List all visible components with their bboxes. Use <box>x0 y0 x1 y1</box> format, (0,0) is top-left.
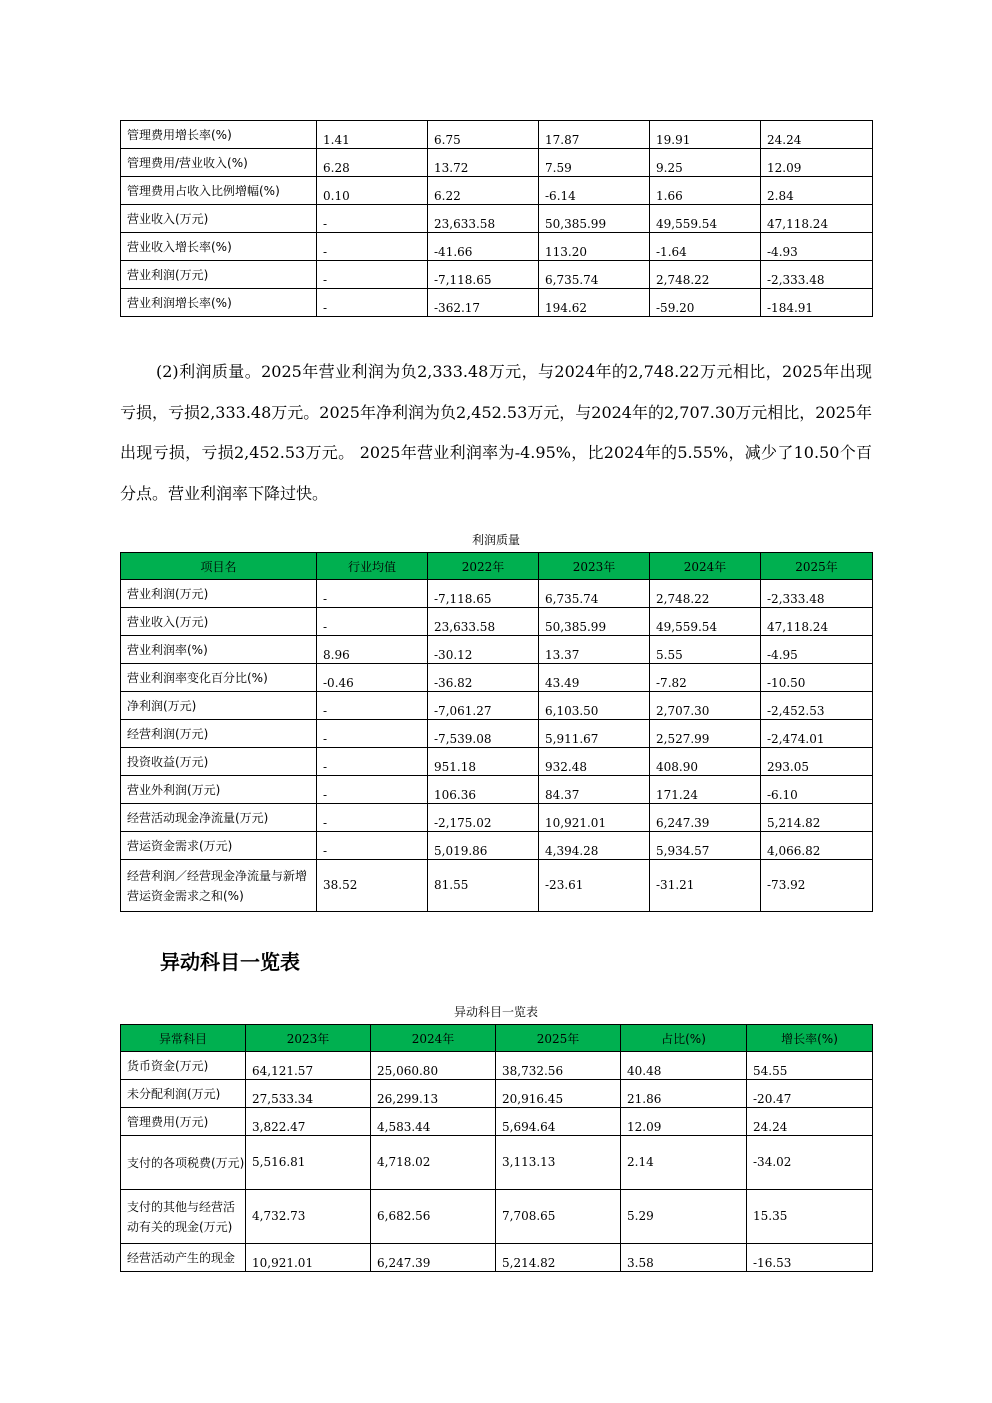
cell-value: -184.91 <box>761 289 873 317</box>
cell-value: 5,516.81 <box>246 1136 371 1190</box>
column-header: 行业均值 <box>317 553 428 580</box>
table-row <box>121 289 873 317</box>
paragraph-text: (2)利润质量。2025年营业利润为负2,333.48万元，与2024年的2,748.22万元相比，2025年出现亏损，亏损2,333.48万元。2025年净利润为负2,452.53万元，与2024年的2,707.30万元相比，2025年出现亏损，亏损2,452.53万元。 2025年营业利润率为-4.95%，比2024年的5.55%，减少了10.50个百分点。营业利润率下降过快。 <box>120 362 872 503</box>
cell-value: 2,527.99 <box>650 720 761 748</box>
row-label: 投资收益(万元) <box>121 748 317 776</box>
cell-value: 171.24 <box>650 776 761 804</box>
cell-value: -10.50 <box>761 664 873 692</box>
cell-value: 6,735.74 <box>539 580 650 608</box>
cell-value: -2,333.48 <box>761 261 873 289</box>
row-label: 经营利润(万元) <box>121 720 317 748</box>
cell-value: -31.21 <box>650 860 761 912</box>
cell-value: 2,707.30 <box>650 692 761 720</box>
column-header: 增长率(%) <box>747 1025 873 1052</box>
table-row <box>121 1080 873 1108</box>
cell-value: 20,916.45 <box>496 1080 621 1108</box>
column-header: 2023年 <box>539 553 650 580</box>
table-row <box>121 832 873 860</box>
table-row <box>121 149 873 177</box>
cell-value: 84.37 <box>539 776 650 804</box>
table-row <box>121 748 873 776</box>
cell-value: 43.49 <box>539 664 650 692</box>
cell-value: - <box>317 261 428 289</box>
cell-value: 106.36 <box>428 776 539 804</box>
cell-value: -7.82 <box>650 664 761 692</box>
cell-value: -4.93 <box>761 233 873 261</box>
abnormal-items-body <box>121 1052 873 1272</box>
cell-value: 4,583.44 <box>371 1108 496 1136</box>
cell-value: 50,385.99 <box>539 205 650 233</box>
column-header: 2024年 <box>650 553 761 580</box>
cell-value: -59.20 <box>650 289 761 317</box>
cell-value: 10,921.01 <box>539 804 650 832</box>
expense-table <box>120 120 873 317</box>
row-label: 支付的其他与经营活动有关的现金(万元) <box>121 1190 246 1244</box>
cell-value: 2,748.22 <box>650 261 761 289</box>
cell-value: 6,103.50 <box>539 692 650 720</box>
cell-value: 27,533.34 <box>246 1080 371 1108</box>
profit-quality-table <box>120 552 873 912</box>
abnormal-items-table <box>120 1024 873 1272</box>
cell-value: - <box>317 608 428 636</box>
table-row <box>121 205 873 233</box>
cell-value: 1.66 <box>650 177 761 205</box>
cell-value: 3,113.13 <box>496 1136 621 1190</box>
cell-value: 2,748.22 <box>650 580 761 608</box>
table-row <box>121 121 873 149</box>
row-label: 经营利润／经营现金净流量与新增营运资金需求之和(%) <box>121 860 317 912</box>
cell-value: 5,214.82 <box>496 1244 621 1272</box>
table-row <box>121 1190 873 1244</box>
cell-value: -41.66 <box>428 233 539 261</box>
cell-value: 24.24 <box>747 1108 873 1136</box>
section-heading: 异动科目一览表 <box>160 950 300 974</box>
cell-value: -362.17 <box>428 289 539 317</box>
column-header: 2025年 <box>496 1025 621 1052</box>
cell-value: 12.09 <box>621 1108 747 1136</box>
cell-value: -73.92 <box>761 860 873 912</box>
cell-value: 6.22 <box>428 177 539 205</box>
cell-value: -2,474.01 <box>761 720 873 748</box>
row-label: 经营活动产生的现金 <box>121 1244 246 1272</box>
cell-value: - <box>317 580 428 608</box>
cell-value: -16.53 <box>747 1244 873 1272</box>
cell-value: 13.37 <box>539 636 650 664</box>
table-row <box>121 636 873 664</box>
table-row <box>121 1052 873 1080</box>
cell-value: 81.55 <box>428 860 539 912</box>
cell-value: 17.87 <box>539 121 650 149</box>
cell-value: -0.46 <box>317 664 428 692</box>
cell-value: -2,452.53 <box>761 692 873 720</box>
row-label: 营运资金需求(万元) <box>121 832 317 860</box>
cell-value: 40.48 <box>621 1052 747 1080</box>
cell-value: 19.91 <box>650 121 761 149</box>
cell-value: 6,247.39 <box>650 804 761 832</box>
row-label: 营业利润(万元) <box>121 580 317 608</box>
cell-value: 3.58 <box>621 1244 747 1272</box>
table-row <box>121 776 873 804</box>
cell-value: 4,732.73 <box>246 1190 371 1244</box>
cell-value: -4.95 <box>761 636 873 664</box>
cell-value: 6,247.39 <box>371 1244 496 1272</box>
cell-value: -7,061.27 <box>428 692 539 720</box>
table-row <box>121 177 873 205</box>
cell-value: 24.24 <box>761 121 873 149</box>
cell-value: 50,385.99 <box>539 608 650 636</box>
row-label: 管理费用增长率(%) <box>121 121 317 149</box>
row-label: 货币资金(万元) <box>121 1052 246 1080</box>
cell-value: - <box>317 776 428 804</box>
row-label: 营业收入增长率(%) <box>121 233 317 261</box>
cell-value: 23,633.58 <box>428 608 539 636</box>
cell-value: 64,121.57 <box>246 1052 371 1080</box>
table-row <box>121 608 873 636</box>
cell-value: - <box>317 233 428 261</box>
table-row <box>121 1136 873 1190</box>
cell-value: 8.96 <box>317 636 428 664</box>
column-header: 2023年 <box>246 1025 371 1052</box>
row-label: 营业利润率变化百分比(%) <box>121 664 317 692</box>
cell-value: 13.72 <box>428 149 539 177</box>
row-label: 营业收入(万元) <box>121 608 317 636</box>
cell-value: 47,118.24 <box>761 608 873 636</box>
table-row <box>121 860 873 912</box>
cell-value: 47,118.24 <box>761 205 873 233</box>
cell-value: 6,735.74 <box>539 261 650 289</box>
cell-value: 4,066.82 <box>761 832 873 860</box>
cell-value: -20.47 <box>747 1080 873 1108</box>
table-row <box>121 804 873 832</box>
cell-value: 6.28 <box>317 149 428 177</box>
cell-value: - <box>317 289 428 317</box>
cell-value: 49,559.54 <box>650 205 761 233</box>
cell-value: 293.05 <box>761 748 873 776</box>
row-label: 管理费用占收入比例增幅(%) <box>121 177 317 205</box>
cell-value: 4,718.02 <box>371 1136 496 1190</box>
cell-value: 21.86 <box>621 1080 747 1108</box>
cell-value: - <box>317 205 428 233</box>
row-label: 经营活动现金净流量(万元) <box>121 804 317 832</box>
table-row <box>121 580 873 608</box>
cell-value: 26,299.13 <box>371 1080 496 1108</box>
table-row <box>121 261 873 289</box>
row-label: 未分配利润(万元) <box>121 1080 246 1108</box>
cell-value: 5.55 <box>650 636 761 664</box>
cell-value: 1.41 <box>317 121 428 149</box>
profit-quality-caption: 利润质量 <box>471 533 520 547</box>
table-row <box>121 233 873 261</box>
column-header: 项目名 <box>121 553 317 580</box>
column-header: 异常科目 <box>121 1025 246 1052</box>
cell-value: 5,694.64 <box>496 1108 621 1136</box>
column-header: 占比(%) <box>621 1025 747 1052</box>
cell-value: 113.20 <box>539 233 650 261</box>
row-label: 管理费用/营业收入(%) <box>121 149 317 177</box>
cell-value: 2.84 <box>761 177 873 205</box>
cell-value: -1.64 <box>650 233 761 261</box>
column-header: 2022年 <box>428 553 539 580</box>
cell-value: -7,539.08 <box>428 720 539 748</box>
cell-value: 25,060.80 <box>371 1052 496 1080</box>
cell-value: 5,214.82 <box>761 804 873 832</box>
column-header: 2025年 <box>761 553 873 580</box>
cell-value: 4,394.28 <box>539 832 650 860</box>
row-label: 净利润(万元) <box>121 692 317 720</box>
table-row <box>121 720 873 748</box>
cell-value: 7,708.65 <box>496 1190 621 1244</box>
cell-value: 951.18 <box>428 748 539 776</box>
cell-value: - <box>317 748 428 776</box>
cell-value: 6.75 <box>428 121 539 149</box>
cell-value: -36.82 <box>428 664 539 692</box>
cell-value: 5.29 <box>621 1190 747 1244</box>
cell-value: - <box>317 804 428 832</box>
cell-value: 23,633.58 <box>428 205 539 233</box>
cell-value: - <box>317 720 428 748</box>
cell-value: -2,333.48 <box>761 580 873 608</box>
table-row <box>121 1108 873 1136</box>
row-label: 营业利润(万元) <box>121 261 317 289</box>
table-row <box>121 664 873 692</box>
cell-value: -7,118.65 <box>428 580 539 608</box>
cell-value: 15.35 <box>747 1190 873 1244</box>
row-label: 管理费用(万元) <box>121 1108 246 1136</box>
cell-value: - <box>317 832 428 860</box>
expense-table-body <box>121 121 873 317</box>
cell-value: 5,911.67 <box>539 720 650 748</box>
cell-value: 9.25 <box>650 149 761 177</box>
cell-value: -23.61 <box>539 860 650 912</box>
table-row <box>121 1244 873 1272</box>
row-label: 支付的各项税费(万元) <box>121 1136 246 1190</box>
abnormal-items-caption: 异动科目一览表 <box>453 1005 538 1019</box>
abnormal-items-header-row <box>121 1025 873 1052</box>
row-label: 营业外利润(万元) <box>121 776 317 804</box>
cell-value: -2,175.02 <box>428 804 539 832</box>
profit-quality-header-row <box>121 553 873 580</box>
cell-value: 7.59 <box>539 149 650 177</box>
cell-value: 408.90 <box>650 748 761 776</box>
cell-value: 5,019.86 <box>428 832 539 860</box>
cell-value: 2.14 <box>621 1136 747 1190</box>
profit-quality-paragraph <box>120 352 872 514</box>
cell-value: 6,682.56 <box>371 1190 496 1244</box>
table-row <box>121 692 873 720</box>
cell-value: -30.12 <box>428 636 539 664</box>
cell-value: -6.14 <box>539 177 650 205</box>
cell-value: 194.62 <box>539 289 650 317</box>
row-label: 营业利润增长率(%) <box>121 289 317 317</box>
profit-quality-body <box>121 580 873 912</box>
cell-value: -7,118.65 <box>428 261 539 289</box>
cell-value: -34.02 <box>747 1136 873 1190</box>
cell-value: 3,822.47 <box>246 1108 371 1136</box>
cell-value: 38,732.56 <box>496 1052 621 1080</box>
cell-value: -6.10 <box>761 776 873 804</box>
cell-value: 38.52 <box>317 860 428 912</box>
row-label: 营业收入(万元) <box>121 205 317 233</box>
cell-value: 54.55 <box>747 1052 873 1080</box>
cell-value: 49,559.54 <box>650 608 761 636</box>
row-label: 营业利润率(%) <box>121 636 317 664</box>
cell-value: 12.09 <box>761 149 873 177</box>
column-header: 2024年 <box>371 1025 496 1052</box>
cell-value: 5,934.57 <box>650 832 761 860</box>
cell-value: - <box>317 692 428 720</box>
cell-value: 0.10 <box>317 177 428 205</box>
cell-value: 10,921.01 <box>246 1244 371 1272</box>
cell-value: 932.48 <box>539 748 650 776</box>
